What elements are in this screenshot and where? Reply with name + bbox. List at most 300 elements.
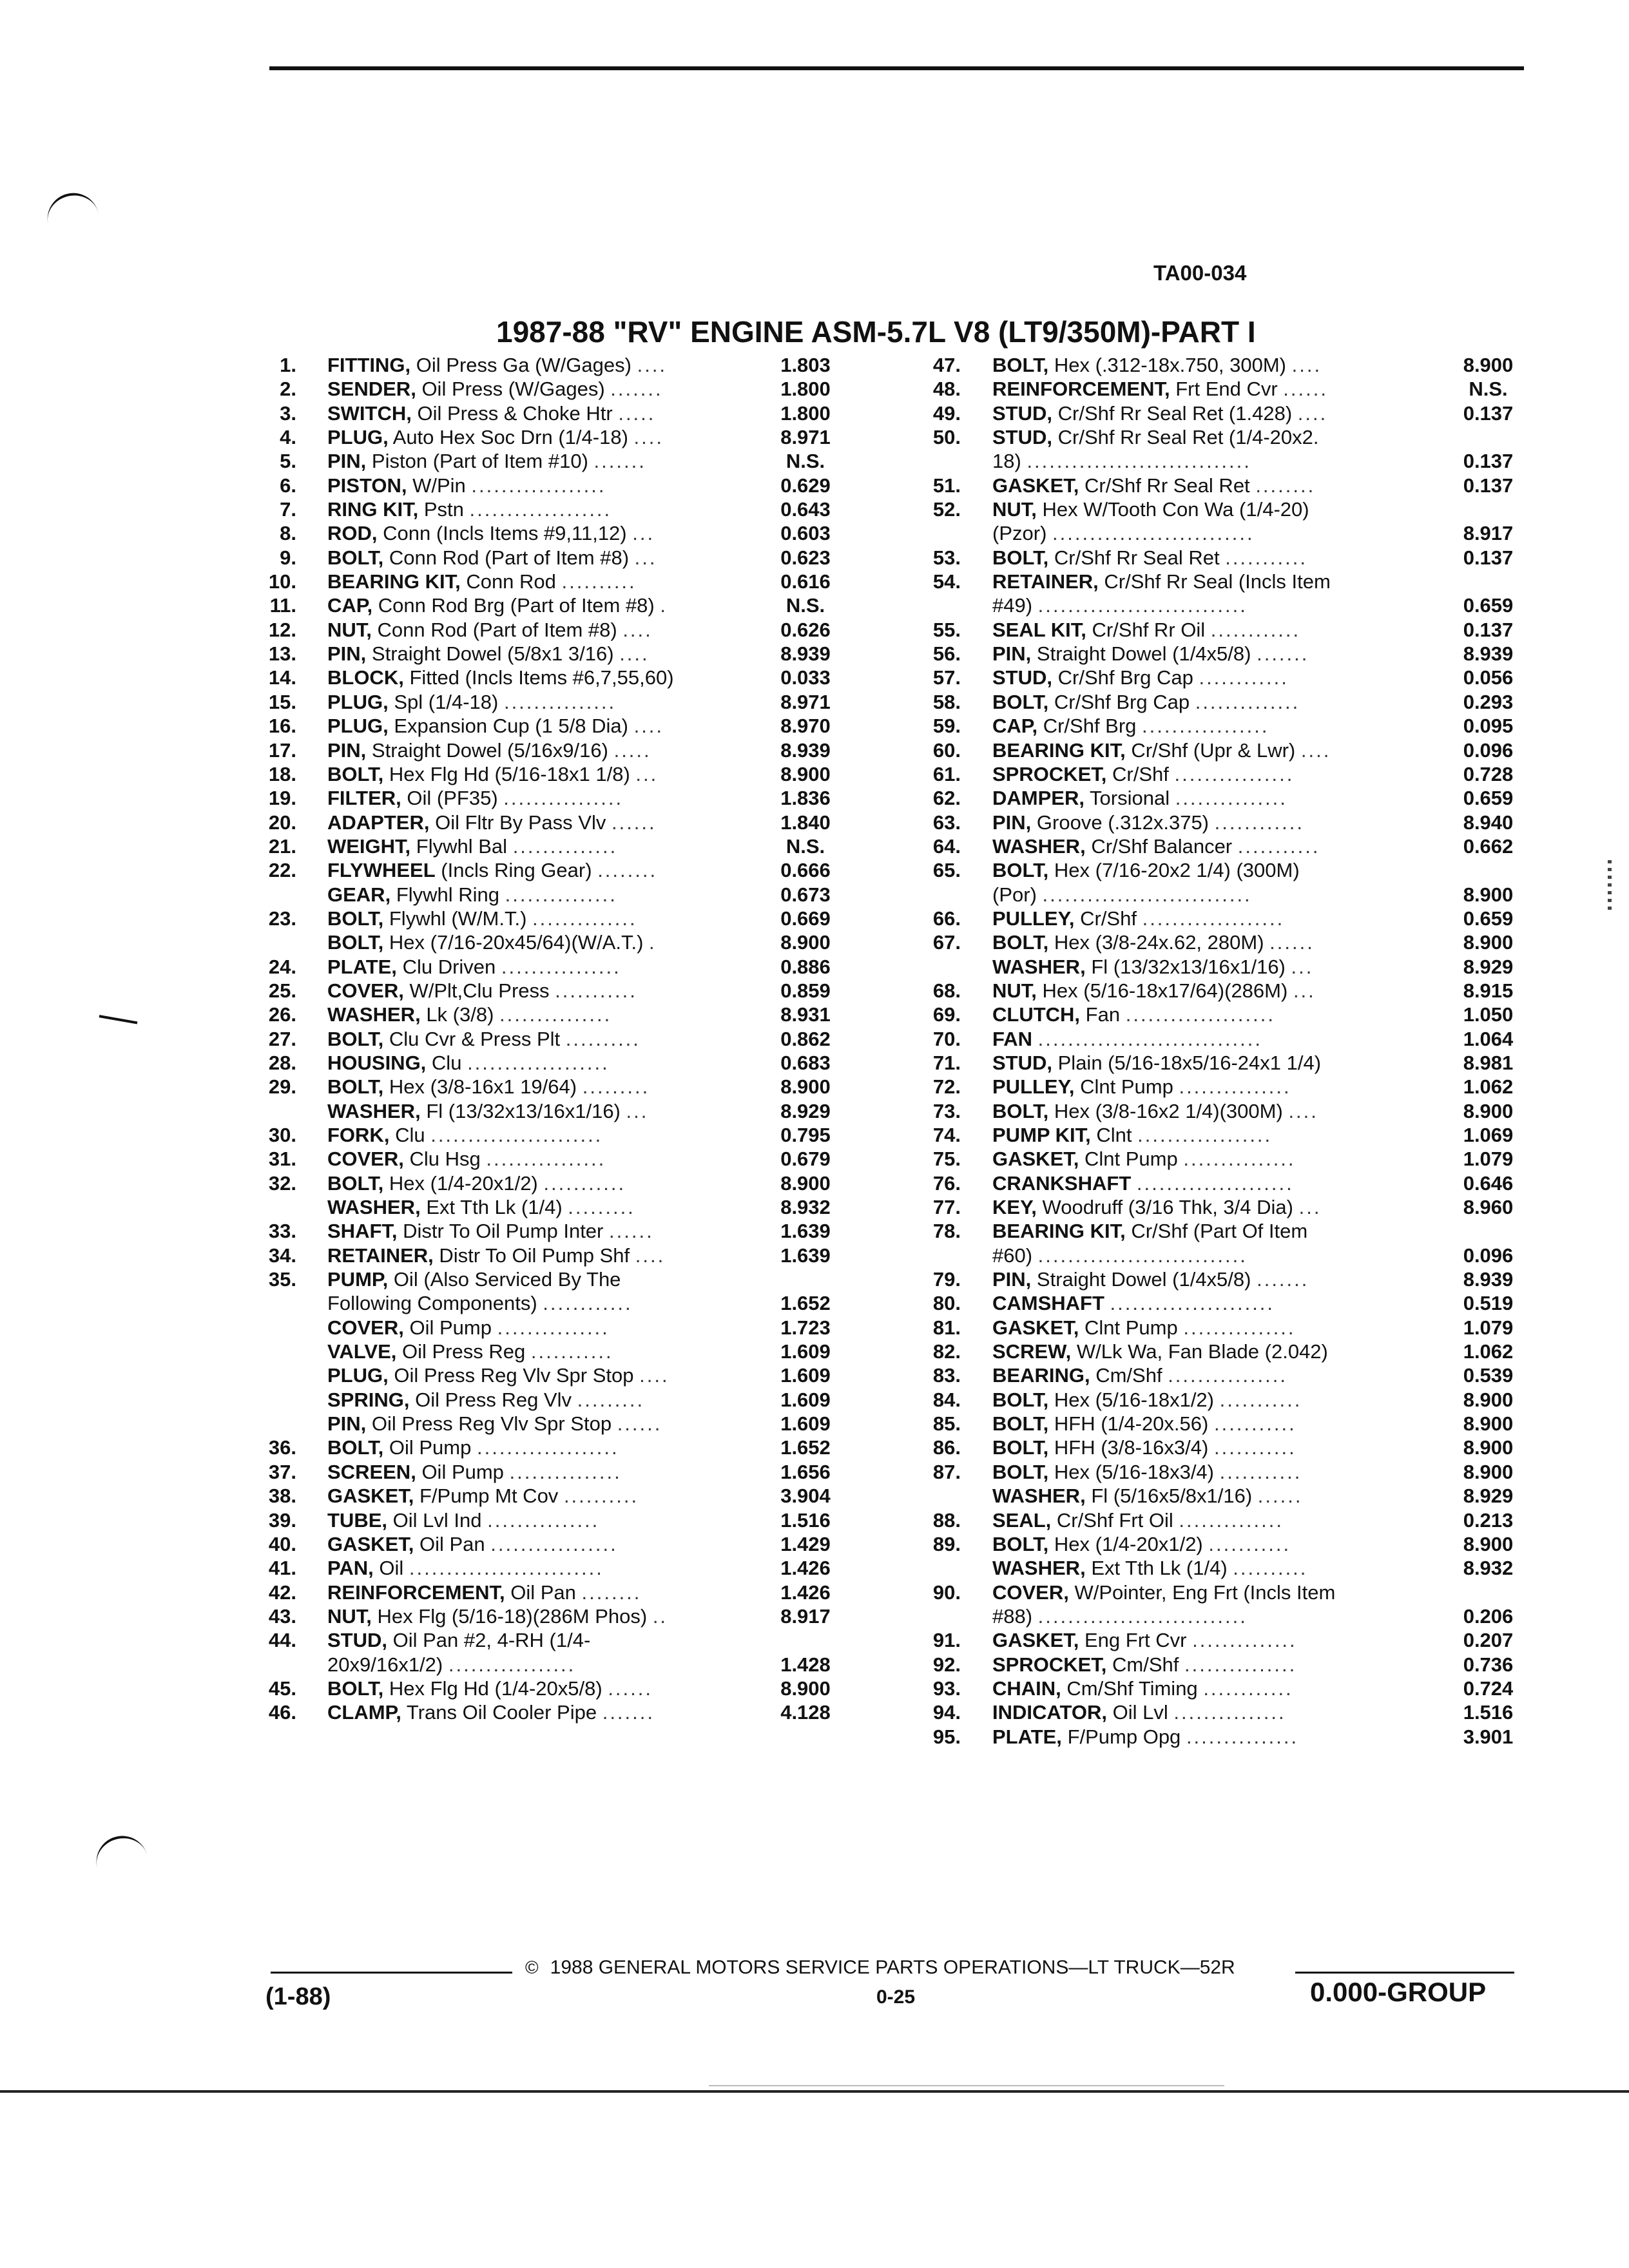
leader-dots: ........ (581, 1581, 642, 1604)
part-name: INDICATOR, (992, 1701, 1107, 1724)
part-description (327, 521, 745, 545)
part-description (327, 1436, 745, 1459)
part-detail: F/Pump Mt Cov (419, 1485, 559, 1508)
part-name: WASHER, (992, 834, 1086, 858)
part-description (327, 1484, 745, 1508)
part-detail: Fl (13/32x13/16x1/16) (426, 1099, 621, 1122)
part-detail: Clu Driven (402, 955, 496, 978)
item-number: 48. (932, 378, 961, 401)
part-description (992, 1725, 1436, 1749)
group-number: 8.939 (780, 642, 831, 666)
group-number: 1.800 (780, 378, 831, 401)
part-description (992, 1363, 1436, 1387)
part-row (925, 1604, 1530, 1628)
group-number: 1.079 (1463, 1316, 1514, 1339)
part-description (327, 834, 745, 858)
leader-dots: ................. (490, 1532, 618, 1555)
part-row (925, 570, 1530, 593)
group-number: 1.639 (780, 1220, 831, 1243)
part-name: PLUG, (327, 1364, 389, 1387)
item-number: 4. (280, 426, 296, 449)
part-detail: 20x9/16x1/2) (327, 1653, 443, 1676)
item-number: 19. (268, 787, 296, 810)
group-number: 8.932 (780, 1196, 831, 1219)
part-row (264, 1051, 867, 1075)
group-number: 0.137 (1463, 618, 1514, 641)
item-number: 62. (932, 787, 961, 810)
part-name: FLYWHEEL (327, 859, 436, 882)
leader-dots: ............................ (1037, 1604, 1248, 1628)
part-description (992, 1556, 1436, 1580)
part-detail: Hex W/Tooth Con Wa (1/4-20) (1042, 498, 1309, 521)
part-name: GASKET, (327, 1532, 414, 1555)
part-name: FILTER, (327, 787, 401, 810)
part-row (925, 930, 1530, 954)
leader-dots: .... (635, 1244, 666, 1267)
part-detail: Oil Pan #2, 4-RH (1/4- (392, 1629, 591, 1652)
part-description (327, 907, 745, 930)
leader-dots: ... (626, 1099, 649, 1122)
part-description (327, 1003, 745, 1026)
item-number: 36. (268, 1436, 296, 1459)
part-name: SWITCH, (327, 401, 412, 425)
part-description (327, 1508, 745, 1532)
part-name: BOLT, (327, 762, 384, 785)
part-name: CLAMP, (327, 1701, 401, 1724)
item-number: 58. (932, 690, 961, 713)
item-number: 44. (268, 1629, 296, 1652)
leader-dots: ... (632, 522, 655, 545)
part-description (327, 666, 745, 689)
item-number: 41. (268, 1557, 296, 1580)
part-name: GASKET, (992, 1316, 1079, 1339)
part-detail: Cr/Shf (Upr & Lwr) (1131, 738, 1296, 762)
part-row (925, 1267, 1530, 1291)
item-number: 68. (932, 979, 961, 1002)
part-description (327, 1388, 745, 1412)
part-name: STUD, (992, 666, 1052, 689)
leader-dots: .... (622, 618, 653, 641)
margin-pencil-mark (43, 188, 99, 227)
part-row (925, 858, 1530, 882)
part-detail: Oil Pan (510, 1581, 576, 1604)
part-name: FITTING, (327, 354, 411, 376)
part-row (264, 979, 867, 1003)
part-description (327, 1340, 745, 1363)
part-detail: Cr/Shf Balancer (1091, 834, 1233, 858)
item-number: 83. (932, 1364, 961, 1387)
leader-dots: ......... (577, 1388, 645, 1411)
part-name: WASHER, (327, 1196, 421, 1219)
leader-dots: ............... (505, 883, 617, 906)
group-number: 1.050 (1463, 1003, 1514, 1026)
part-row (925, 425, 1530, 449)
part-row (925, 714, 1530, 738)
bottom-faint-rule (709, 2085, 1224, 2086)
group-number: 8.915 (1463, 979, 1514, 1002)
leader-dots: .... (1300, 738, 1331, 762)
part-detail: W/Lk Wa, Fan Blade (2.042) (1076, 1340, 1328, 1363)
document-code: TA00-034 (1153, 261, 1247, 285)
part-row (264, 642, 867, 666)
part-row (264, 907, 867, 930)
part-name: SENDER, (327, 378, 416, 401)
group-number: 8.917 (780, 1604, 831, 1628)
part-name: COVER, (992, 1581, 1069, 1604)
part-description (327, 1291, 745, 1315)
part-row (264, 738, 867, 762)
part-name: PULLEY, (992, 1075, 1075, 1099)
item-number: 85. (932, 1412, 961, 1436)
part-name: CAP, (992, 715, 1038, 738)
part-detail: Groove (.312x.375) (1036, 811, 1210, 834)
part-row (264, 570, 867, 593)
leader-dots: ...... (611, 811, 657, 834)
leader-dots: ........... (530, 1340, 613, 1363)
part-row (264, 1700, 867, 1724)
part-description (992, 979, 1436, 1003)
part-description (992, 618, 1436, 642)
item-number: 9. (280, 546, 296, 569)
part-detail: Oil Pump (421, 1460, 504, 1483)
part-description (992, 666, 1436, 689)
group-number: 0.293 (1463, 690, 1514, 713)
part-row (925, 1099, 1530, 1123)
leader-dots: .... (633, 715, 664, 738)
part-detail: Straight Dowel (1/4x5/8) (1036, 1268, 1251, 1291)
part-row (264, 353, 867, 377)
item-number: 45. (268, 1677, 296, 1700)
group-number: 8.931 (780, 1003, 831, 1026)
part-detail: Straight Dowel (1/4x5/8) (1036, 642, 1251, 666)
part-row (264, 1677, 867, 1700)
item-number: 94. (932, 1701, 961, 1724)
part-name: BLOCK, (327, 666, 404, 689)
item-number: 80. (932, 1292, 961, 1315)
group-number: 1.079 (1463, 1148, 1514, 1171)
page-title: 1987-88 "RV" ENGINE ASM-5.7L V8 (LT9/350M)-PART I (496, 315, 1256, 349)
item-number: 59. (932, 715, 961, 738)
group-number: 1.609 (780, 1364, 831, 1387)
leader-dots: .. (652, 1604, 668, 1628)
part-row (925, 811, 1530, 834)
leader-dots: ... (1293, 979, 1316, 1002)
part-description (992, 546, 1436, 570)
part-name: SEAL KIT, (992, 618, 1086, 641)
leader-dots: ............ (1199, 666, 1289, 689)
item-number: 33. (268, 1220, 296, 1243)
leader-dots: ................... (476, 1436, 619, 1459)
part-detail: Flywhl (W/M.T.) (389, 907, 527, 930)
part-detail: #88) (992, 1604, 1033, 1628)
part-name: GASKET, (992, 1629, 1079, 1652)
part-name: PULLEY, (992, 907, 1075, 930)
group-number: 8.900 (780, 1075, 831, 1099)
group-number: 1.840 (780, 811, 831, 834)
part-description (992, 834, 1436, 858)
item-number: 37. (268, 1460, 296, 1483)
part-row (925, 883, 1530, 907)
page-number: 0-25 (876, 1986, 916, 2008)
part-detail: Cr/Shf Rr Seal Ret (1054, 546, 1220, 569)
part-row (925, 1171, 1530, 1195)
part-row (925, 377, 1530, 401)
part-detail: Oil Pump (409, 1316, 492, 1339)
part-description (327, 1099, 745, 1123)
part-name: PUMP, (327, 1268, 389, 1291)
part-row (925, 690, 1530, 714)
group-number: 1.516 (1463, 1701, 1514, 1724)
item-number: 93. (932, 1677, 961, 1700)
part-row (264, 762, 867, 786)
part-row (925, 401, 1530, 425)
leader-dots: .............. (1179, 1508, 1284, 1532)
group-code: 0.000-GROUP (1310, 1977, 1487, 2007)
part-detail: Following Components) (327, 1292, 537, 1315)
part-description (992, 1677, 1436, 1700)
part-description (327, 618, 745, 642)
leader-dots: ............................ (1042, 883, 1252, 906)
part-name: PIN, (327, 738, 367, 762)
part-detail: Hex Flg Hd (5/16-18x1 1/8) (389, 762, 630, 785)
leader-dots: ........................... (1052, 522, 1255, 545)
part-row (925, 1340, 1530, 1363)
part-description (992, 353, 1436, 377)
item-number: 69. (932, 1003, 961, 1026)
part-row (264, 1267, 867, 1291)
group-number: 1.609 (780, 1340, 831, 1363)
item-number: 17. (268, 738, 296, 762)
part-description (327, 930, 745, 954)
part-description (327, 1123, 745, 1147)
group-number: 8.929 (1463, 1485, 1514, 1508)
leader-dots: .................. (1137, 1124, 1273, 1146)
leader-dots: ............... (487, 1508, 600, 1532)
part-detail: Cr/Shf Brg Cap (1054, 690, 1190, 713)
part-detail: Oil Press Reg (402, 1340, 526, 1363)
part-row (264, 666, 867, 689)
part-row (264, 1484, 867, 1508)
group-number: 0.096 (1463, 1244, 1514, 1267)
part-detail: HFH (3/8-16x3/4) (1054, 1436, 1209, 1459)
part-name: COVER, (327, 979, 404, 1002)
part-name: SEAL, (992, 1508, 1052, 1532)
item-number: 87. (932, 1460, 961, 1483)
part-row (925, 786, 1530, 810)
part-description (327, 1075, 745, 1099)
part-name: FAN (992, 1027, 1032, 1050)
item-number: 82. (932, 1340, 961, 1363)
part-description (327, 570, 745, 593)
leader-dots: ................... (1142, 907, 1285, 930)
item-number: 78. (932, 1220, 961, 1243)
item-number: 67. (932, 931, 961, 954)
leader-dots: ..... (613, 738, 651, 762)
part-name: CLUTCH, (992, 1003, 1081, 1026)
item-number: 64. (932, 834, 961, 858)
group-number: 0.666 (780, 859, 831, 882)
leader-dots: ....... (602, 1701, 655, 1724)
part-name: REINFORCEMENT, (327, 1581, 505, 1604)
part-row (925, 955, 1530, 979)
part-description (992, 811, 1436, 834)
item-number: 88. (932, 1508, 961, 1532)
item-number: 30. (268, 1124, 296, 1146)
group-number: 0.056 (1463, 666, 1514, 689)
part-description (992, 1388, 1436, 1412)
part-description (992, 1700, 1436, 1724)
item-number: 73. (932, 1099, 961, 1122)
item-number: 61. (932, 762, 961, 785)
group-number: 8.940 (1463, 811, 1514, 834)
leader-dots: .............................. (1027, 450, 1251, 473)
part-description (992, 1604, 1436, 1628)
part-name: PUMP KIT, (992, 1124, 1091, 1146)
revision-date: (1-88) (265, 1983, 331, 2010)
part-description (327, 1412, 745, 1436)
item-number: 72. (932, 1075, 961, 1099)
part-row (925, 1075, 1530, 1099)
part-description (327, 883, 745, 907)
part-row (925, 738, 1530, 762)
leader-dots: .............. (1195, 690, 1300, 713)
part-row (925, 834, 1530, 858)
footer-rule-left (271, 1972, 512, 1974)
part-description (992, 593, 1436, 617)
item-number: 81. (932, 1316, 961, 1339)
part-name: BOLT, (992, 1460, 1049, 1483)
part-row (264, 858, 867, 882)
part-detail: HFH (1/4-20x.56) (1054, 1412, 1209, 1436)
part-row (925, 521, 1530, 545)
part-name: PISTON, (327, 474, 407, 497)
part-row (264, 1412, 867, 1436)
leader-dots: ................. (1142, 715, 1269, 738)
item-number: 16. (268, 715, 296, 738)
part-row (264, 1171, 867, 1195)
group-number: 3.904 (780, 1485, 831, 1508)
part-name: STUD, (327, 1629, 387, 1652)
part-description (992, 449, 1436, 473)
part-row (264, 1556, 867, 1580)
item-number: 86. (932, 1436, 961, 1459)
part-name: BEARING KIT, (992, 1220, 1126, 1243)
leader-dots: ............... (503, 690, 617, 713)
part-name: BOLT, (327, 546, 384, 569)
leader-dots: ................ (486, 1148, 606, 1171)
part-detail: Clu Hsg (409, 1148, 481, 1171)
part-description (992, 1291, 1436, 1315)
group-number: 8.900 (1463, 1412, 1514, 1436)
group-number: 1.652 (780, 1292, 831, 1315)
part-description (992, 377, 1436, 401)
item-number: 65. (932, 859, 961, 882)
leader-dots: ................ (1174, 762, 1295, 785)
part-detail: Oil Press & Choke Htr (417, 401, 613, 425)
part-detail: Oil (Also Serviced By The (393, 1268, 621, 1291)
margin-pencil-mark (91, 1830, 148, 1870)
leader-dots: ............ (1203, 1677, 1293, 1700)
part-row (264, 1291, 867, 1315)
item-number: 15. (268, 690, 296, 713)
part-description (992, 1581, 1436, 1604)
part-description (327, 1653, 745, 1677)
edge-scan-marks (1608, 860, 1612, 912)
group-number: 8.900 (1463, 1099, 1514, 1122)
leader-dots: ............... (497, 1316, 610, 1339)
leader-dots: ...... (1257, 1485, 1303, 1508)
leader-dots: .................. (471, 474, 606, 497)
group-number: 8.900 (1463, 1532, 1514, 1555)
part-name: COVER, (327, 1316, 404, 1339)
part-detail: Clu Cvr & Press Plt (389, 1027, 561, 1050)
part-name: BEARING KIT, (327, 570, 461, 593)
part-detail: Hex (3/8-16x1 19/64) (389, 1075, 577, 1099)
group-number: 8.917 (1463, 522, 1514, 545)
part-description (327, 1677, 745, 1700)
item-number: 52. (932, 498, 961, 521)
part-detail: Cr/Shf Rr Seal (Incls Item (1104, 570, 1331, 593)
part-name: PAN, (327, 1557, 374, 1580)
group-number: 8.939 (1463, 642, 1514, 666)
leader-dots: ............ (1214, 811, 1304, 834)
part-detail: Hex (1/4-20x1/2) (389, 1171, 538, 1195)
leader-dots: ........... (1208, 1532, 1291, 1555)
group-number: 0.626 (780, 618, 831, 641)
part-row (925, 497, 1530, 521)
part-detail: Fl (13/32x13/16x1/16) (1091, 955, 1286, 978)
part-name: PLATE, (992, 1725, 1062, 1748)
group-number: 8.900 (780, 1677, 831, 1700)
leader-dots: ................ (501, 955, 621, 978)
part-detail: #60) (992, 1244, 1033, 1267)
item-number: 66. (932, 907, 961, 930)
item-number: 79. (932, 1268, 961, 1291)
group-number: 8.900 (780, 931, 831, 954)
group-number: 1.426 (780, 1581, 831, 1604)
leader-dots: .......................... (409, 1557, 604, 1580)
leader-dots: ............... (1173, 1701, 1286, 1724)
group-number: 0.886 (780, 955, 831, 978)
group-number: 1.652 (780, 1436, 831, 1459)
part-row (925, 1532, 1530, 1556)
part-row (264, 1604, 867, 1628)
part-detail: (Incls Ring Gear) (441, 859, 592, 882)
leader-dots: ...... (1283, 378, 1328, 401)
item-number: 89. (932, 1532, 961, 1555)
item-number: 75. (932, 1148, 961, 1171)
part-detail: (Por) (992, 883, 1037, 906)
part-name: WEIGHT, (327, 834, 411, 858)
group-number: 4.128 (780, 1701, 831, 1724)
part-name: CRANKSHAFT (992, 1171, 1132, 1195)
item-number: 56. (932, 642, 961, 666)
part-description (992, 907, 1436, 930)
group-number: 1.656 (780, 1460, 831, 1483)
bottom-rule (0, 2090, 1629, 2093)
part-description (992, 1027, 1436, 1051)
part-detail: Oil Press Ga (W/Gages) (416, 354, 631, 376)
leader-dots: .............. (1192, 1629, 1297, 1652)
item-number: 42. (268, 1581, 296, 1604)
group-number: 1.069 (1463, 1124, 1514, 1146)
group-number: 1.836 (780, 787, 831, 810)
part-row (925, 1628, 1530, 1652)
part-description (327, 955, 745, 979)
part-description (992, 1267, 1436, 1291)
leader-dots: ... (1291, 955, 1314, 978)
part-row (925, 1291, 1530, 1315)
